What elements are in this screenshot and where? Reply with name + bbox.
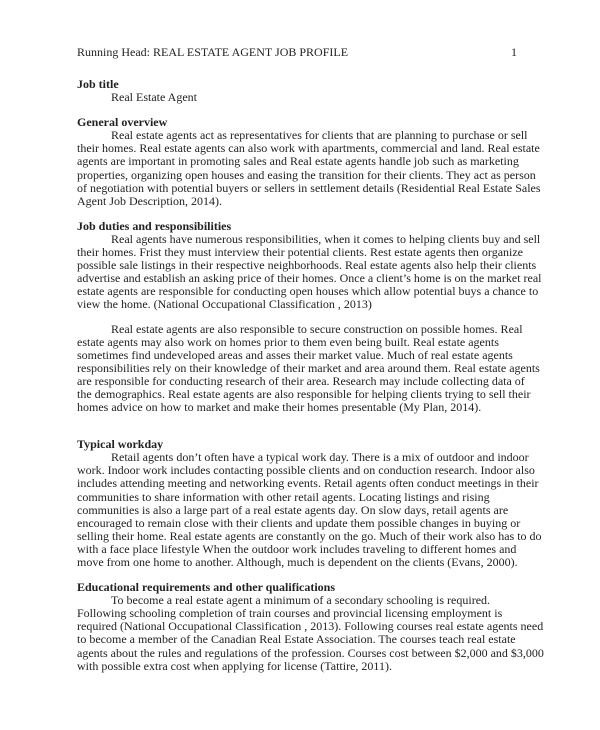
text-line: view the home. (National Occupational Classification , 2013) xyxy=(77,297,372,312)
text-line: communities is also a large part of a real estate agents day. On slow days, retail agents are xyxy=(77,502,509,517)
text-line: Agent Job Description, 2014). xyxy=(77,193,222,208)
text-line: the demographics. Real estate agents are also responsible for helping clients trying to sell their xyxy=(77,386,531,401)
text-line: possible sale listings in their respective neighborhoods. Real estate agents also help their clients xyxy=(77,258,537,273)
paragraph xyxy=(77,129,547,208)
text-line: to become a member of the Canadian Real Estate Association. The courses teach real estate xyxy=(77,632,516,647)
text-line: agents about the rules and regulations of the profession. Courses cost between $2,000 and $3,000 xyxy=(77,645,544,660)
text-line: work. Indoor work includes contacting possible clients and on conduction research. Indoor also xyxy=(77,463,535,478)
section-heading: Job title xyxy=(77,77,119,91)
text-line: their homes. Real estate agents can also work with apartments, commercial and land. Real estate xyxy=(77,141,540,156)
text-line: To become a real estate agent a minimum of a secondary schooling is required. xyxy=(111,593,491,608)
text-line: estate agents may also work on homes prior to them even being built. Real estate agents xyxy=(77,334,499,349)
text-line: sometimes find undeveloped areas and asses their market value. Much of real estate agents xyxy=(77,347,513,362)
text-line: Retail agents don’t often have a typical work day. There is a mix of outdoor and indoor xyxy=(111,450,529,465)
paragraph xyxy=(77,323,547,415)
text-line: required (National Occupational Classification , 2013). Following courses real estate agents need xyxy=(77,619,544,634)
workday-section xyxy=(77,438,547,569)
text-line: selling their home. Real estate agents are constantly on the go. Much of their work also has to do xyxy=(77,528,542,543)
text-line: encouraged to remain close with their clients and update them possible changes in buying or xyxy=(77,515,521,530)
document-body xyxy=(77,78,547,673)
text-line: Following schooling completion of train courses and provincial licensing employment is xyxy=(77,606,503,621)
text-line: properties, organizing open houses and easing the transition for their clients. They act as person xyxy=(77,167,536,182)
section-heading: General overview xyxy=(77,115,168,130)
education-section xyxy=(77,581,547,673)
text-line: are responsible for conducting research of their area. Research may include collecting data of xyxy=(77,373,525,388)
text-line: move from one home to another. Although, much is dependent on the clients (Evans, 2000). xyxy=(77,555,518,569)
text-line: their homes. Frist they must interview their potential clients. Rest estate agents then organize xyxy=(77,245,524,260)
section-heading: Educational requirements and other qualifications xyxy=(77,580,336,595)
text-line: advertise and establish an asking price of their homes. Once a client’s home is on the market real xyxy=(77,271,542,286)
job-title-section xyxy=(77,78,547,104)
text-line: agents are important in promoting sales and Real estate agents handle job such as marketing xyxy=(77,154,519,169)
text-line: Real estate agents are also responsible to secure construction on possible homes. Real xyxy=(111,321,523,336)
text-line: homes advice on how to market and make their homes presentable (My Plan, 2014). xyxy=(77,400,482,415)
duties-section-continued xyxy=(77,323,547,415)
paragraph xyxy=(77,451,547,569)
text-line: with possible extra cost when applying for license (Tattire, 2011). xyxy=(77,658,392,673)
text-line: includes attending meeting and networking events. Retail agents often conduct meetings in their xyxy=(77,476,539,491)
paragraph xyxy=(77,233,547,312)
overview-section xyxy=(77,116,547,208)
text-line: Real estate agents act as representatives for clients that are planning to purchase or sell xyxy=(111,128,528,143)
text-line: with a face place lifestyle When the outdoor work includes traveling to different homes and xyxy=(77,541,517,556)
running-head: Running Head: REAL ESTATE AGENT JOB PROFILE xyxy=(77,45,349,59)
job-title-value: Real Estate Agent xyxy=(111,90,197,105)
section-heading: Typical workday xyxy=(77,437,164,452)
paragraph xyxy=(77,594,547,673)
page-number: 1 xyxy=(511,45,517,59)
section-heading: Job duties and responsibilities xyxy=(77,218,232,233)
text-line: responsibilities rely on their knowledge of their market and area around them. Real estate agents xyxy=(77,360,540,375)
text-line: of negotiation with potential buyers or sellers in settlement details (Residential Real Estate Sales xyxy=(77,180,541,195)
text-line: Real agents have numerous responsibilities, when it comes to helping clients buy and sell xyxy=(111,231,541,246)
text-line: estate agents are responsible for conducting open houses which allow potential buys a chance to xyxy=(77,284,539,299)
text-line: communities to share information with other retail agents. Locating listings and rising xyxy=(77,489,490,504)
duties-section xyxy=(77,220,547,312)
